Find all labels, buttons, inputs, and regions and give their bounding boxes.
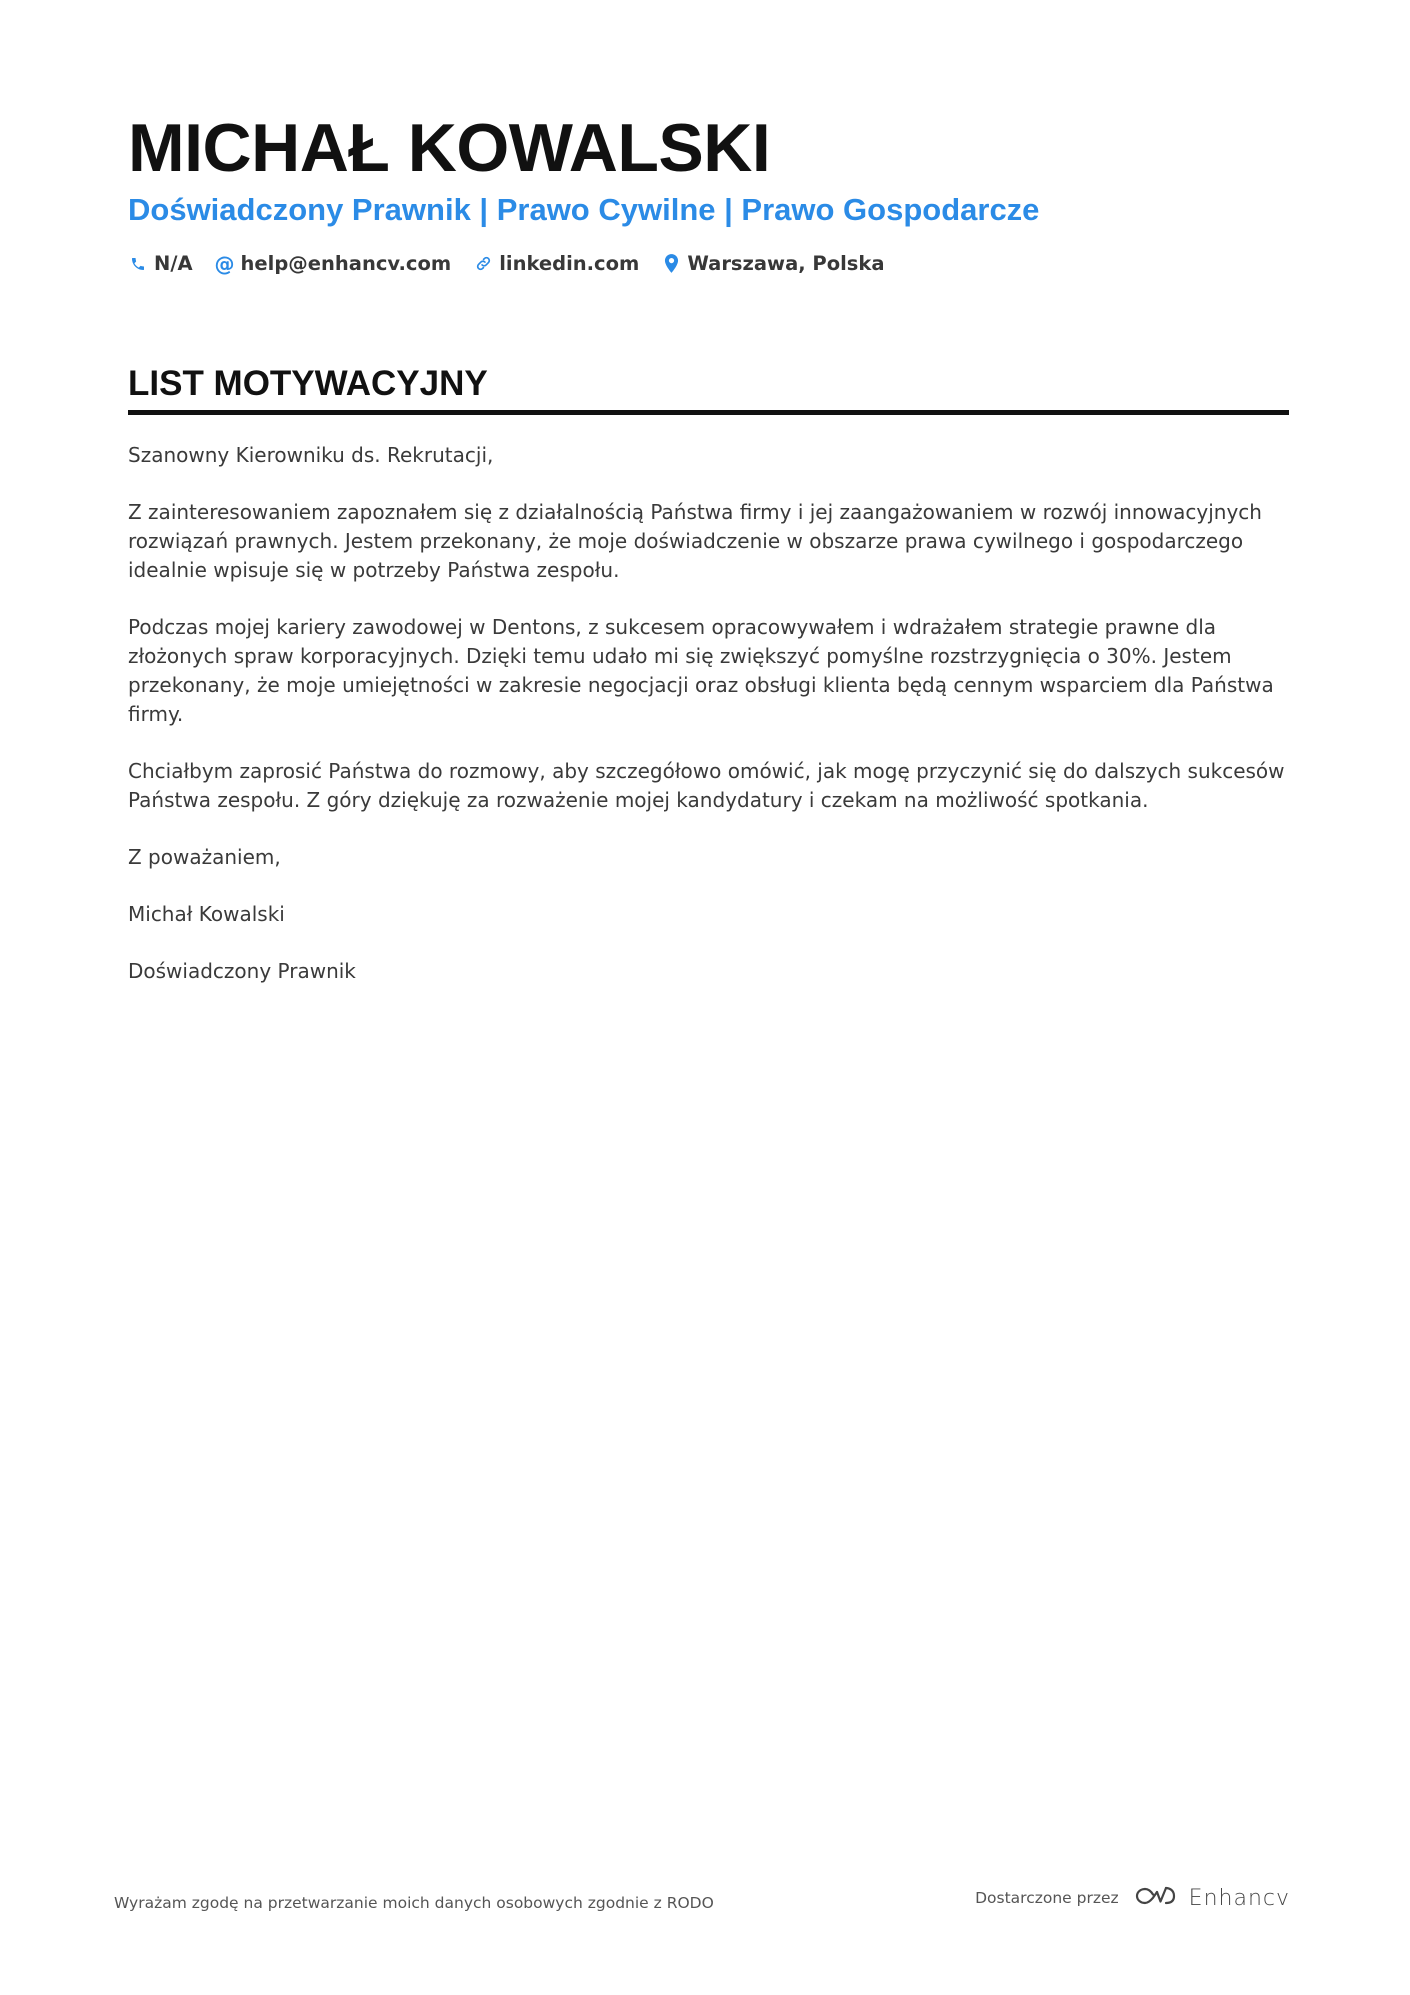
- signature-name: Michał Kowalski: [128, 902, 285, 926]
- contact-phone: [128, 252, 193, 275]
- linkedin-text[interactable]: linkedin.com: [499, 252, 640, 275]
- contact-bar: [128, 252, 907, 275]
- letter-paragraph-3: Chciałbym zaprosić Państwa do rozmowy, aby szczegółowo omówić, jak mogę przyczynić się do dalszych sukcesów Państwa zespołu. Z góry dziękuję za rozważenie mojej kandydatury i czekam na możliwość spotkania.: [128, 759, 1285, 812]
- footer-branding[interactable]: [975, 1884, 1290, 1912]
- phone-text: N/A: [154, 252, 193, 275]
- letter-body: [128, 441, 1289, 1014]
- letter-paragraph-2: Podczas mojej kariery zawodowej w Dentons, z sukcesem opracowywałem i wdrażałem strategie prawne dla złożonych spraw korporacyjnych. Dzięki temu udało mi się zwiększyć pomyślne rozstrzygnięcia o 30%. Jestem przekonany, że moje umiejętności w zakresie negocjacji oraz obsługi klienta będą cennym wsparciem dla Państwa firmy.: [128, 615, 1274, 726]
- enhancv-brand-text: Enhancv: [1188, 1885, 1290, 1911]
- signature-title: Doświadczony Prawnik: [128, 959, 356, 983]
- gdpr-consent-note: Wyrażam zgodę na przetwarzanie moich danych osobowych zgodnie z RODO: [114, 1894, 714, 1912]
- location-pin-icon: [661, 253, 681, 275]
- link-icon: [473, 253, 493, 275]
- location-text: Warszawa, Polska: [687, 252, 885, 275]
- contact-location: [661, 252, 884, 275]
- contact-linkedin[interactable]: [473, 252, 639, 275]
- email-text[interactable]: help@enhancv.com: [240, 252, 452, 275]
- letter-paragraph-1: Z zainteresowaniem zapoznałem się z działalnością Państwa firmy i jej zaangażowaniem w rozwój innowacyjnych rozwiązań prawnych. Jestem przekonany, że moje doświadczenie w obszarze prawa cywilnego i gospodarczego idealnie wpisuje się w potrzeby Państwa zespołu.: [128, 500, 1262, 582]
- section-divider: [128, 410, 1289, 415]
- powered-by-label: Dostarczone przez: [975, 1889, 1119, 1907]
- section-title: LIST MOTYWACYJNY: [128, 364, 488, 403]
- phone-icon: [128, 253, 148, 275]
- letter-greeting: Szanowny Kierowniku ds. Rekrutacji,: [128, 443, 494, 467]
- contact-email[interactable]: [215, 252, 452, 275]
- candidate-name: MICHAŁ KOWALSKI: [128, 110, 771, 186]
- at-icon: @: [214, 251, 235, 276]
- letter-closing: Z poważaniem,: [128, 845, 281, 869]
- candidate-headline: Doświadczony Prawnik | Prawo Cywilne | Prawo Gospodarcze: [128, 192, 1040, 227]
- enhancv-logo-icon: [1133, 1884, 1179, 1912]
